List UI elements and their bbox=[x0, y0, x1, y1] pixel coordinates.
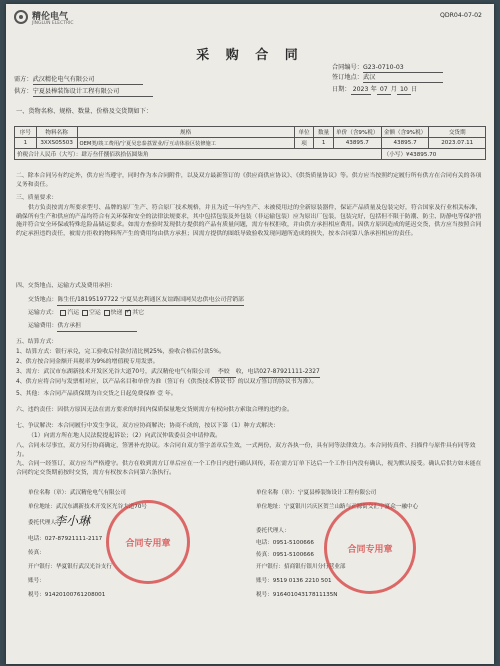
clause-8: 八、合同未尽事宜，双方另行协商确定，签署补充协议。本合同自双方签字盖章后生效，一式两份，双方各执一份，具有同等法律效力。本合同传真件、扫描件与原件具有同等效力。 bbox=[16, 443, 476, 458]
seller-phone: 电话：0951-5100666 bbox=[256, 540, 314, 546]
table-header-row: 序号 物料名称 规格 单位 数量 单价（含9%税） 金额（含9%税） 交货期 bbox=[15, 127, 486, 138]
clause-4-heading: 四、交货地点、运输方式及费用承担： bbox=[16, 283, 117, 289]
goods-table bbox=[14, 126, 486, 160]
seller-address: 单位地址：宁夏银川兴庆区贺兰山路与正源街交汇宁夏众一融中心 bbox=[256, 504, 419, 510]
checkbox-icon bbox=[82, 310, 88, 316]
buyer-account: 账号： bbox=[28, 578, 45, 584]
buyer-fax: 传真： bbox=[28, 550, 45, 556]
clause-6: 六、违约责任：因供方原因无法在需方要求的时间内保质保量地交货则需方有权向供方索取合理的违约金。 bbox=[16, 407, 293, 413]
delivery-place: 交货地点：陈生任/18195197722 宁夏吴忠利通区友谊路国网吴忠供电公司营销部 bbox=[28, 296, 488, 306]
settlement-3: 3、需方：武汉市东湖新技术开发区光谷大道70号，武汉精伦电气有限公司 李姣 收，电话027-87921111-2327 bbox=[16, 368, 486, 378]
brand-logo-icon bbox=[14, 10, 28, 24]
buyer-rep: 委托代理人： bbox=[28, 520, 62, 526]
clause-7: 七、争议解决：本合同履行中发生争议，双方应协商解决；协商不成的，按以下第（1）种方式解决： bbox=[16, 423, 279, 429]
buyer-stamp-icon: 合同专用章 bbox=[106, 500, 190, 584]
buyer-phone: 电话：027-87921111-2117 bbox=[28, 536, 103, 542]
buyer-unit: 单位名称（章）：武汉精伦电气有限公司 bbox=[28, 490, 126, 496]
clause-2: 二、除本合同另有约定外，供方应当遵守，同时作为本合同附件，以及双方最新签订的《供应商供应协议》、《供货质量协议》等。供方应当按照约定履行所有供方在合同有关的各项义务和责任。 bbox=[16, 173, 482, 188]
contract-page bbox=[6, 4, 494, 664]
contract-date: 日期： 2023 年 07 月 10 日 bbox=[332, 86, 418, 93]
settlement-1: 1、结算方式：银行承兑，完工验收后付款付清比例25%，验收合格后付款5%。 bbox=[16, 349, 225, 355]
buyer-signature: 李小琳 bbox=[54, 514, 91, 528]
seller-fax: 传真：0951-5100666 bbox=[256, 552, 314, 558]
table-total-row: 价税合计人民币（大写）：肆万叁仟捌佰玖拾伍圆柒角 （小写）¥43895.70 bbox=[15, 149, 486, 160]
seller-tax: 税号：91640104317811135N bbox=[256, 592, 338, 598]
settlement-4: 4、供方应将合同与发票相对应，以产品名目和单价为准（签订有《供货技术协议书》的以双方签订的协议书为准）。 bbox=[16, 379, 318, 385]
buyer-address: 单位地址：武汉东湖新技术开发区光谷大道70号 bbox=[28, 504, 148, 510]
clause-5-heading: 五、结算方式： bbox=[16, 339, 58, 345]
doc-code: QDR04-07-02 bbox=[439, 12, 482, 19]
contract-place: 签订地点：武汉 bbox=[332, 74, 443, 83]
checkbox-icon bbox=[60, 310, 66, 316]
transport-cost: 运输费用：供方承担 bbox=[28, 322, 488, 332]
checkbox-icon bbox=[104, 310, 110, 316]
table-row: 1 3XXS05503 OEM类/竣工费用/宁夏吴忠泰荔置业/厅互动体验区装修施工 项 1 43895.7 43895.7 2023.07.11 bbox=[15, 138, 486, 149]
settlement-5: 5、其他：本合同产品质保期为自交货之日起免费保修 壹 年。 bbox=[16, 391, 177, 397]
page-title: 采 购 合 同 bbox=[196, 48, 304, 63]
buyer-tax: 税号：91420100761208001 bbox=[28, 592, 106, 598]
seller-stamp-icon: 合同专用章 bbox=[324, 502, 416, 594]
brand-name: 精伦电气 bbox=[32, 12, 69, 22]
buyer-bank: 开户银行：华夏银行武汉光谷支行 bbox=[28, 564, 112, 570]
contract-no: 合同编号：G23-0710-03 bbox=[332, 64, 443, 73]
seller-rep: 委托代理人： bbox=[256, 528, 290, 534]
seller-party: 供方：宁夏县棒装饰设计工程有限公司 bbox=[14, 88, 153, 97]
seller-unit: 单位名称（章）：宁夏县棒装饰设计工程有限公司 bbox=[256, 490, 377, 496]
transport-mode: 运输方式： 汽运 空运 快递 ✓ 其它 bbox=[28, 309, 488, 318]
brand-subtitle: JINGLUN ELECTRIC bbox=[32, 21, 74, 26]
section-goods-heading: 一、货物名称、规格、数量、价格及交货期如下： bbox=[16, 108, 153, 115]
clause-7-options: （1）向需方所在地人民法院提起诉讼；（2）向武汉仲裁委员会申请仲裁。 bbox=[28, 433, 222, 439]
checkbox-checked-icon bbox=[125, 310, 131, 316]
settlement-2: 2、供方按合同金额开具税率为9%的增值税专用发票。 bbox=[16, 359, 159, 365]
seller-bank: 开户银行：招商银行银川分行营业部 bbox=[256, 564, 346, 570]
clause-3-heading: 三、质量要求： bbox=[16, 195, 58, 201]
seller-account: 账号：9519 0136 2210 501 bbox=[256, 578, 332, 584]
buyer-party: 需方：武汉精伦电气有限公司 bbox=[14, 76, 143, 85]
clause-9: 九、合同一经签订，双方应当严格遵守。供方在收到需方订单后应在一个工作日内进行确认回传，若在需方订单下达后一个工作日内没有确认，视为默认接受。确认后供方如未能在合同约定交货期前按时交货，需方有权按本合同第六条执行。 bbox=[16, 461, 482, 476]
clause-3-body: 供方负责按需方所要求型号、品牌的原厂生产、符合原厂技术规格，并且为近一年内生产、未被使用过的全新原装器件，保证产品质量及包装完好，符合国家及行业相关标准，确保所有生产和供应的产品均符合有关环保和安全的法律法规要求，其中包括包装及外包装（非运输包装）应为原出厂包装，包装完好，包括但不限于防潮、防尘、防静电等保护措施并符合安全环保或特殊危险品储运要求。如需方查验时发现供方提供的产品有质量问题，需方有权拒收，并由供方承担相应费用。因供方原因造成的延迟交货，供方应当按照合同约定承担违约责任，被需方拒收的物料所产生的费用均由供方承担；因需方提供的图纸导致验收发现问题所造成的损失，按本合同第八条承担相应的责任。 bbox=[16, 205, 482, 237]
